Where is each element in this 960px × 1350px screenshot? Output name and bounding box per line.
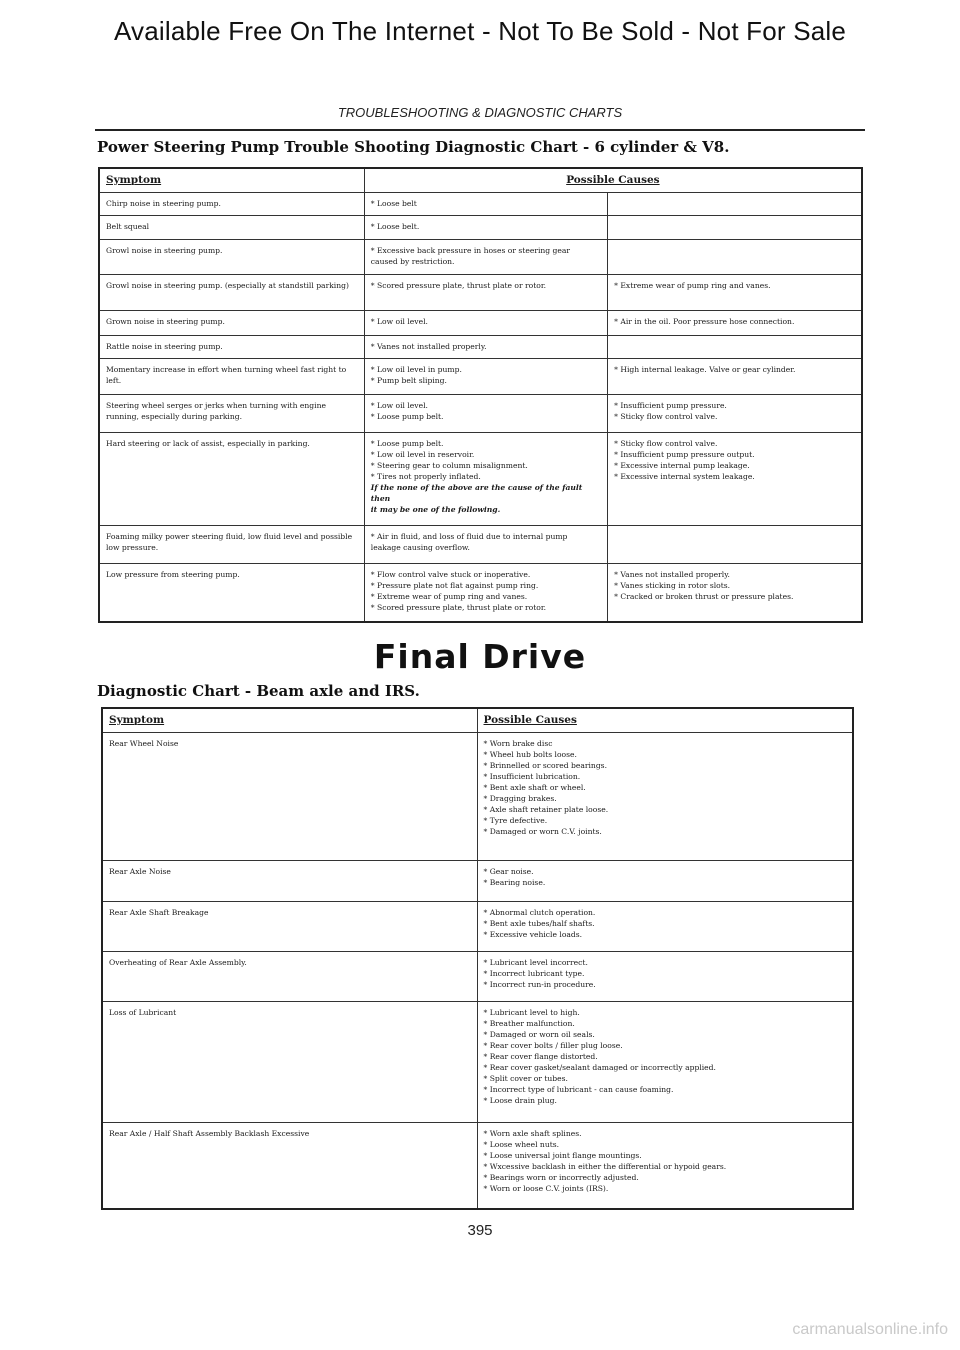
final-drive-title: Diagnostic Chart - Beam axle and IRS. <box>97 682 420 700</box>
cause-line: * Split cover or tubes. <box>483 1073 568 1083</box>
causes-header: Possible Causes <box>364 168 862 193</box>
cause-line: * Loose wheel nuts. <box>483 1139 560 1149</box>
table-row <box>99 433 862 526</box>
cause-line: * Insufficient lubrication. <box>483 772 581 782</box>
watermark: carmanualsonline.info <box>792 1321 948 1338</box>
cause-cell <box>608 311 862 336</box>
cause-line: * Brinnelled or scored bearings. <box>483 761 607 771</box>
cause-line: * Vanes not installed properly. <box>614 569 730 579</box>
cause-cell <box>477 733 853 861</box>
cause-line: * Excessive internal pump leakage. <box>614 461 750 471</box>
cause-cell <box>364 311 607 336</box>
symptom-cell: Grown noise in steering pump. <box>99 311 364 336</box>
symptom-cell: Rear Wheel Noise <box>102 733 477 861</box>
cause-line: * Bent axle tubes/half shafts. <box>483 919 595 929</box>
cause-line: * Rear cover gasket/sealant damaged or incorrectly applied. <box>483 1062 716 1072</box>
cause-line: * Cracked or broken thrust or pressure plates. <box>614 591 794 601</box>
table-row <box>99 311 862 336</box>
cause-cell <box>608 239 862 275</box>
table-header-row <box>99 168 862 193</box>
cause-line: * Low oil level. <box>370 401 428 411</box>
page-number: 395 <box>467 1222 493 1239</box>
cause-cell <box>364 336 607 359</box>
cause-cell <box>608 359 862 395</box>
cause-cell <box>477 951 853 1001</box>
table-row <box>102 1001 853 1122</box>
symptom-cell: Chirp noise in steering pump. <box>99 193 364 216</box>
cause-line: * Insufficient pump pressure output. <box>614 450 755 460</box>
table-row <box>99 525 862 563</box>
symptom-cell: Low pressure from steering pump. <box>99 563 364 622</box>
cause-line: * Air in the oil. Poor pressure hose connection. <box>614 317 795 327</box>
table-row <box>99 395 862 433</box>
final-drive-heading: Final Drive <box>373 637 587 676</box>
cause-cell <box>608 395 862 433</box>
cause-cell <box>608 525 862 563</box>
cause-cell <box>477 902 853 952</box>
cause-cell <box>364 525 607 563</box>
cause-line: * Worn brake disc <box>483 739 553 749</box>
symptom-cell: Rattle noise in steering pump. <box>99 336 364 359</box>
cause-line: * Breather malfunction. <box>483 1018 575 1028</box>
cause-cell <box>608 216 862 239</box>
cause-line: * Vanes sticking in rotor slots. <box>614 580 731 590</box>
power-steering-body <box>99 193 862 622</box>
cause-line: caused by restriction. <box>370 256 455 266</box>
symptom-cell: Hard steering or lack of assist, especially in parking. <box>99 433 364 526</box>
cause-cell <box>364 563 607 622</box>
cause-line: * Bent axle shaft or wheel. <box>483 783 586 793</box>
header-rule <box>95 129 865 131</box>
table-row <box>99 275 862 311</box>
cause-line: * Abnormal clutch operation. <box>483 908 596 918</box>
cause-line: * Vanes not installed properly. <box>370 342 487 352</box>
table-row <box>102 902 853 952</box>
cause-cell <box>364 433 607 526</box>
power-steering-title: Power Steering Pump Trouble Shooting Diagnostic Chart - 6 cylinder & V8. <box>97 138 730 156</box>
symptom-cell: Foaming milky power steering fluid, low fluid level and possible low pressure. <box>99 525 364 563</box>
symptom-cell: Loss of Lubricant <box>102 1001 477 1122</box>
cause-line: * Lubricant level to high. <box>483 1007 580 1017</box>
table-row <box>99 563 862 622</box>
table-row <box>102 951 853 1001</box>
symptom-cell: Rear Axle Shaft Breakage <box>102 902 477 952</box>
cause-line: * Extreme wear of pump ring and vanes. <box>370 591 528 601</box>
cause-cell <box>364 275 607 311</box>
cause-cell <box>477 860 853 901</box>
cause-line: * Low oil level in reservoir. <box>370 450 475 460</box>
cause-line: * Bearings worn or incorrectly adjusted. <box>483 1172 639 1182</box>
cause-line: * Loose universal joint flange mountings. <box>483 1150 642 1160</box>
banner-text: Available Free On The Internet - Not To Be Sold - Not For Sale <box>113 16 847 46</box>
cause-cell <box>364 359 607 395</box>
cause-cell <box>364 239 607 275</box>
table-row <box>99 216 862 239</box>
table-header-row <box>102 708 853 733</box>
cause-line: * Pressure plate not flat against pump ring. <box>370 580 539 590</box>
cause-line: * Worn or loose C.V. joints (IRS). <box>483 1183 609 1193</box>
cause-line: * Pump belt sliping. <box>370 376 447 386</box>
symptom-cell: Rear Axle Noise <box>102 860 477 901</box>
symptom-cell: Growl noise in steering pump. (especially at standstill parking) <box>99 275 364 311</box>
cause-line: * Wxcessive backlash in either the differential or hypoid gears. <box>483 1161 727 1171</box>
power-steering-table <box>98 167 863 623</box>
symptom-cell: Belt squeal <box>99 216 364 239</box>
cause-line: * Bearing noise. <box>483 877 546 887</box>
cause-line: * Low oil level. <box>370 317 428 327</box>
table-row <box>102 1122 853 1209</box>
note-line: it may be one of the following. <box>370 505 501 515</box>
cause-line: * Sticky flow control valve. <box>614 412 718 422</box>
cause-line: * Incorrect lubricant type. <box>483 968 585 978</box>
cause-cell <box>608 563 862 622</box>
cause-line: * Worn axle shaft splines. <box>483 1128 582 1138</box>
table-row <box>102 733 853 861</box>
cause-cell <box>364 395 607 433</box>
cause-line: * Damaged or worn oil seals. <box>483 1029 595 1039</box>
final-drive-body <box>102 733 853 1209</box>
cause-line: * Loose drain plug. <box>483 1095 557 1105</box>
cause-line: * Loose belt. <box>370 222 420 232</box>
cause-line: * Rear cover bolts / filler plug loose. <box>483 1040 623 1050</box>
table-row <box>99 193 862 216</box>
cause-line: * Air in fluid, and loss of fluid due to internal pump <box>370 531 568 541</box>
cause-cell <box>364 216 607 239</box>
cause-line: * Gear noise. <box>483 866 534 876</box>
cause-cell <box>477 1122 853 1209</box>
note-line: If the none of the above are the cause of the fault then <box>370 483 583 504</box>
table-row <box>99 359 862 395</box>
cause-line: * Excessive vehicle loads. <box>483 930 583 940</box>
cause-line: * Steering gear to column misalignment. <box>370 461 528 471</box>
table-row <box>99 239 862 275</box>
cause-cell <box>364 193 607 216</box>
cause-cell <box>608 275 862 311</box>
cause-line: * Dragging brakes. <box>483 794 557 804</box>
cause-line: * Insufficient pump pressure. <box>614 401 727 411</box>
symptom-header: Symptom <box>102 708 477 733</box>
cause-cell <box>608 193 862 216</box>
cause-cell <box>608 336 862 359</box>
symptom-cell: Momentary increase in effort when turning wheel fast right to left. <box>99 359 364 395</box>
symptom-cell: Steering wheel serges or jerks when turning with engine running, especially during parking. <box>99 395 364 433</box>
table-row <box>99 336 862 359</box>
symptom-cell: Growl noise in steering pump. <box>99 239 364 275</box>
cause-line: * Flow control valve stuck or inoperative. <box>370 569 531 579</box>
cause-line: * Damaged or worn C.V. joints. <box>483 827 602 837</box>
cause-line: * Tyre defective. <box>483 816 548 826</box>
cause-line: * Excessive internal system leakage. <box>614 472 755 482</box>
cause-line: * Extreme wear of pump ring and vanes. <box>614 281 771 291</box>
symptom-cell: Overheating of Rear Axle Assembly. <box>102 951 477 1001</box>
cause-line: * Excessive back pressure in hoses or steering gear <box>370 245 571 255</box>
cause-line: * Scored pressure plate, thrust plate or rotor. <box>370 281 547 291</box>
cause-line: * Rear cover flange distorted. <box>483 1051 598 1061</box>
cause-line: * Tires not properly inflated. <box>370 472 481 482</box>
symptom-cell: Rear Axle / Half Shaft Assembly Backlash Excessive <box>102 1122 477 1209</box>
cause-line: * Scored pressure plate, thrust plate or rotor. <box>370 602 547 612</box>
cause-line: leakage causing overflow. <box>370 542 470 552</box>
cause-line: * Loose belt <box>370 199 417 209</box>
cause-cell <box>477 1001 853 1122</box>
cause-line: * Incorrect type of lubricant - can cause foaming. <box>483 1084 674 1094</box>
cause-line: * Incorrect run-in procedure. <box>483 979 596 989</box>
cause-line: * Loose pump belt. <box>370 439 444 449</box>
table-row <box>102 860 853 901</box>
causes-header: Possible Causes <box>477 708 853 733</box>
cause-line: * Axle shaft retainer plate loose. <box>483 805 609 815</box>
cause-line: * Low oil level in pump. <box>370 365 462 375</box>
cause-line: * Wheel hub bolts loose. <box>483 750 577 760</box>
cause-cell <box>608 433 862 526</box>
section-header: TROUBLESHOOTING & DIAGNOSTIC CHARTS <box>337 105 623 120</box>
symptom-header: Symptom <box>99 168 364 193</box>
cause-line: * Sticky flow control valve. <box>614 439 718 449</box>
cause-line: * High internal leakage. Valve or gear cylinder. <box>614 365 796 375</box>
cause-line: * Lubricant level incorrect. <box>483 957 588 967</box>
final-drive-table <box>101 707 854 1210</box>
cause-line: * Loose pump belt. <box>370 412 444 422</box>
